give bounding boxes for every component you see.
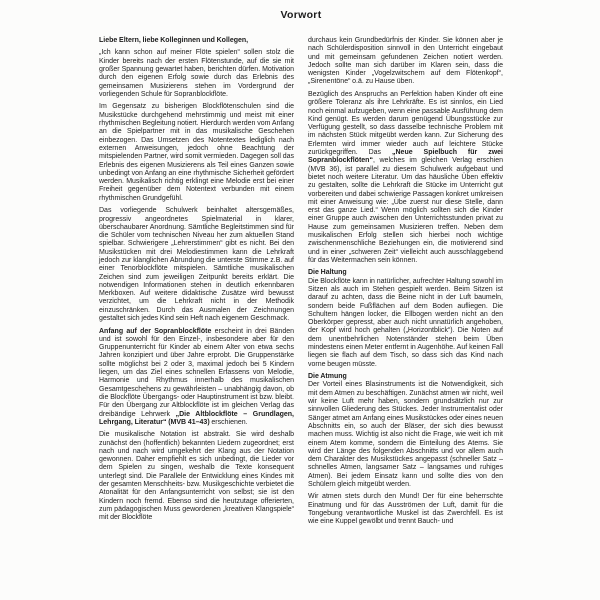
text-run: durchaus kein Grundbedürfnis der Kinder. Sie können aber je nach Schülerdisposition sinnvoll in den Unterricht eingebaut und mit gemeinsam gefundenen Zeichen notiert werden. Jedoch sollte man sich darüber im Klaren sein, dass die wenigsten Kinder „Vogelzwitschern auf dem Flötenkopf“, „Sirenentöne“ o.ä. zu Hause üben.	[308, 37, 503, 86]
text-run: Wir atmen stets durch den Mund! Der für eine beherrschte Einatmung und für das Ausströmen der Luft, damit für die Tongebung verantwortliche Muskel ist das Zwerchfell. Es ist wie eine Kuppel gewölbt und trennt Bauch- und	[308, 493, 503, 526]
text-run: Das vorliegende Schulwerk beinhaltet altersgemäßes, progressiv angeordnetes Spielmaterial in klarer, überschaubarer Anordnung. Sämtliche Begleitstimmen sind für die Schüler vom technischen Niveau her zum aktuellen Stand spielbar. Schwierigere „Lehrerstimmen“ gibt es nicht. Bei den Musikstücken mit drei Melodiestimmen kann die Lehrkraft jedoch zur klanglichen Abrundung die unterste Stimme z.B. auf einer Tenorblockflöte mitspielen. Sämtliche musikalischen Zeichen sind zum jeweiligen Zeitpunkt bereits erklärt. Die notwendigen Informationen stehen in deutlich erkennbaren Merkboxen. Auf weitere didaktische Zusätze wird bewusst verzichtet, um die Lehrkraft nicht in der Methodik einzuschränken. Durch das Ausmalen der Zeichnungen gestaltet sich jedes Kind sein Heft nach eigenem Geschmack.	[99, 207, 294, 323]
paragraph	[308, 37, 503, 87]
text-run: Im Gegensatz zu bisherigen Blockflötenschulen sind die Musikstücke durchgehend mehrstimmig und meist mit einer rhythmischen Begleitung notiert. Hierdurch werden vom Anfang an die Spielpartner mit in das musikalische Geschehen einbezogen. Das Umsetzen des Notentextes lediglich nach externen Anweisungen, jedoch ohne Beachtung der mitspielenden Partner, wird somit vermieden. Dagegen soll das Erlebnis des eigenen Musizierens als Teil eines Ganzen sowie unbedingt von Anfang an eine rhythmische Sicherheit gefördert werden. Musikalisch richtig erklingt eine Melodie erst bei einer Freiheit gegenüber dem Notentext verbunden mit einem rhythmischen Grundgefühl.	[99, 103, 294, 202]
bold-text-run: „Die Altblockflöte – Grundlagen, Lehrgang, Literatur“ (MVB 41–43)	[99, 410, 295, 426]
bold-text-run: Liebe Eltern, liebe Kolleginnen und Kollegen,	[99, 37, 249, 44]
paragraph	[308, 493, 503, 526]
bold-text-run: Anfang auf der Sopranblockflöte	[99, 327, 212, 335]
text-run: Die Blockflöte kann in natürlicher, aufrechter Haltung sowohl im Sitzen als auch im Stehen gespielt werden. Beim Sitzen ist darauf zu achten, dass die Beine nicht in der Luft baumeln, sondern beide Fußflächen auf dem Boden aufliegen. Die Schultern hängen locker, die Ellbogen werden nicht an den Oberkörper gepresst, aber auch nicht unnatürlich angehoben, der Kopf wird hoch gehalten („Horizontblick“). Die Noten auf dem unentbehrlichen Notenständer stehen beim Üben mindestens einen Meter entfernt in Augenhöhe. Auf keinen Fall liegen sie flach auf dem Tisch, so dass sich das Kind nach vorne beugen müsste.	[308, 277, 503, 368]
paragraph	[99, 207, 294, 323]
column-right	[308, 37, 503, 531]
paragraph	[99, 431, 294, 522]
bold-text-run: „Neue Spielbuch für zwei Sopranblockflöten“	[308, 149, 503, 165]
paragraph	[308, 381, 503, 489]
section-heading: Die Haltung	[308, 269, 347, 277]
text-run: „Ich kann schon auf meiner Flöte spielen“ sollen stolz die Kinder bereits nach der ersten Flötenstunde, auf die sie mit großer Spannung gewartet haben, berichten dürfen. Motivation durch den eigenen Erfolg sowie durch das Erlebnis des gemeinsamen Musizierens stehen im Vordergrund der vorliegenden Schule für Sopranblockflöte.	[99, 49, 294, 98]
section-heading: Die Atmung	[308, 373, 347, 381]
paragraph	[99, 37, 294, 45]
text-run: erscheint in drei Bänden und ist sowohl für den Einzel-, insbesondere aber für den Gruppenunterricht für Kinder ab einem Alter von etwa sechs Jahren konzipiert und über Jahre erprobt. Die Gruppenstärke sollte möglichst bei 2 oder 3, maximal jedoch bei 5 Kindern liegen, um das Ziel eines schnellen Erfassens von Melodie, Harmonie und Rhythmus innerhalb des musikalischen Gesamtgeschehens zu gewährleisten – unabhängig davon, ob die Blockflöte Übergangs- oder Hauptinstrument ist bzw. bleibt. Für den Übergang zur Altblockflöte ist im gleichen Verlag das dreibändige Lehrwerk	[99, 327, 294, 418]
page-title: Vorwort	[280, 9, 322, 21]
column-left	[99, 37, 294, 527]
text-run: Die musikalische Notation ist abstrakt. Sie wird deshalb zunächst den (hoffentlich) bekannten Liedern zugeordnet; erst nach und nach wird umgekehrt der Klang aus der Notation gewonnen. Daher empfiehlt es sich unbedingt, die Lieder vor dem Spielen zu singen, weshalb die Texte konsequent unterlegt sind. Die Parallele der Entwicklung eines Kindes mit der gesamten Menschheits- bzw. Musikgeschichte verbietet die Atonalität für den Anfangsunterricht von selbst; sie ist den Kindern noch fremd. Ebenso sind die heutzutage offerierten, zum pädagogischen Muss gewordenen „kreativen Klangspiele“ mit der Blockflöte	[99, 431, 294, 522]
paragraph	[308, 278, 503, 369]
paragraph	[99, 49, 294, 99]
text-columns	[99, 37, 503, 531]
paragraph	[308, 91, 503, 265]
paragraph	[99, 328, 294, 428]
text-run: erschienen.	[209, 418, 248, 426]
text-run: Bezüglich des Anspruchs an Perfektion haben Kinder oft eine größere Toleranz als ihre Lehrkräfte. Es ist sinnlos, ein Lied noch einmal aufzugeben, wenn eine passable Ausführung dem Kind genügt. Es werden darum genügend Übungsstücke zur Verfügung gestellt, so dass dasselbe technische Problem mit im nächsten Stück mitgeübt werden kann. Zur Sicherung des Erlernten wird immer wieder auch auf leichtere Stücke zurückgegriffen. Das	[308, 90, 503, 157]
paragraph	[99, 103, 294, 203]
text-run: Der Vorteil eines Blasinstruments ist die Notwendigkeit, sich mit dem Atmen zu beschäftigen. Zunächst atmen wir nicht, weil wir keine Luft mehr haben, sondern grundsätzlich nur zur sinnvollen Gliederung des Stückes. Jeder Instrumentalist oder Sänger atmet am Anfang eines Musikstückes oder eines neuen Abschnitts ein, so auch der Bläser, der sich dies bewusst machen muss. Wichtig ist also nicht die Frage, wie weit ich mit einem Atem komme, sondern die Einteilung des Atems. Sie wird der Länge des folgenden Abschnitts und vor allem auch dem Charakter des Musikstückes angepasst (schneller Satz – schnelles Atmen, langsamer Satz – langsames und ruhiges Atmen). Bei jedem Einsatz kann und sollte dies von den Schülern gleich mitgeübt werden.	[308, 381, 503, 488]
text-run: , welches im gleichen Verlag erschien (MVB 36), ist parallel zu diesem Schulwerk aufgebaut und bietet noch weitere Literatur. Um das häusliche Üben effektiv zu gestalten, sollte die Lehrkraft die Stücke im Unterricht gut vorbereiten und dabei schwierige Passagen konkret umkreisen mit einer Anweisung wie: „Übe zuerst nur diese Stelle, dann erst das ganze Lied.“ Wenn möglich sollten sich die Kinder einer Gruppe auch zwischen den Unterrichtsstunden privat zu Hause zum gemeinsamen Musizieren treffen. Neben dem musikalischen Erfolg stellen sich hierbei noch wichtige zwischenmenschliche Beziehungen ein, die motivierend sind und in einer „schweren Zeit“ vielleicht auch ausschlaggebend für das Weitermachen sein können.	[308, 157, 503, 264]
